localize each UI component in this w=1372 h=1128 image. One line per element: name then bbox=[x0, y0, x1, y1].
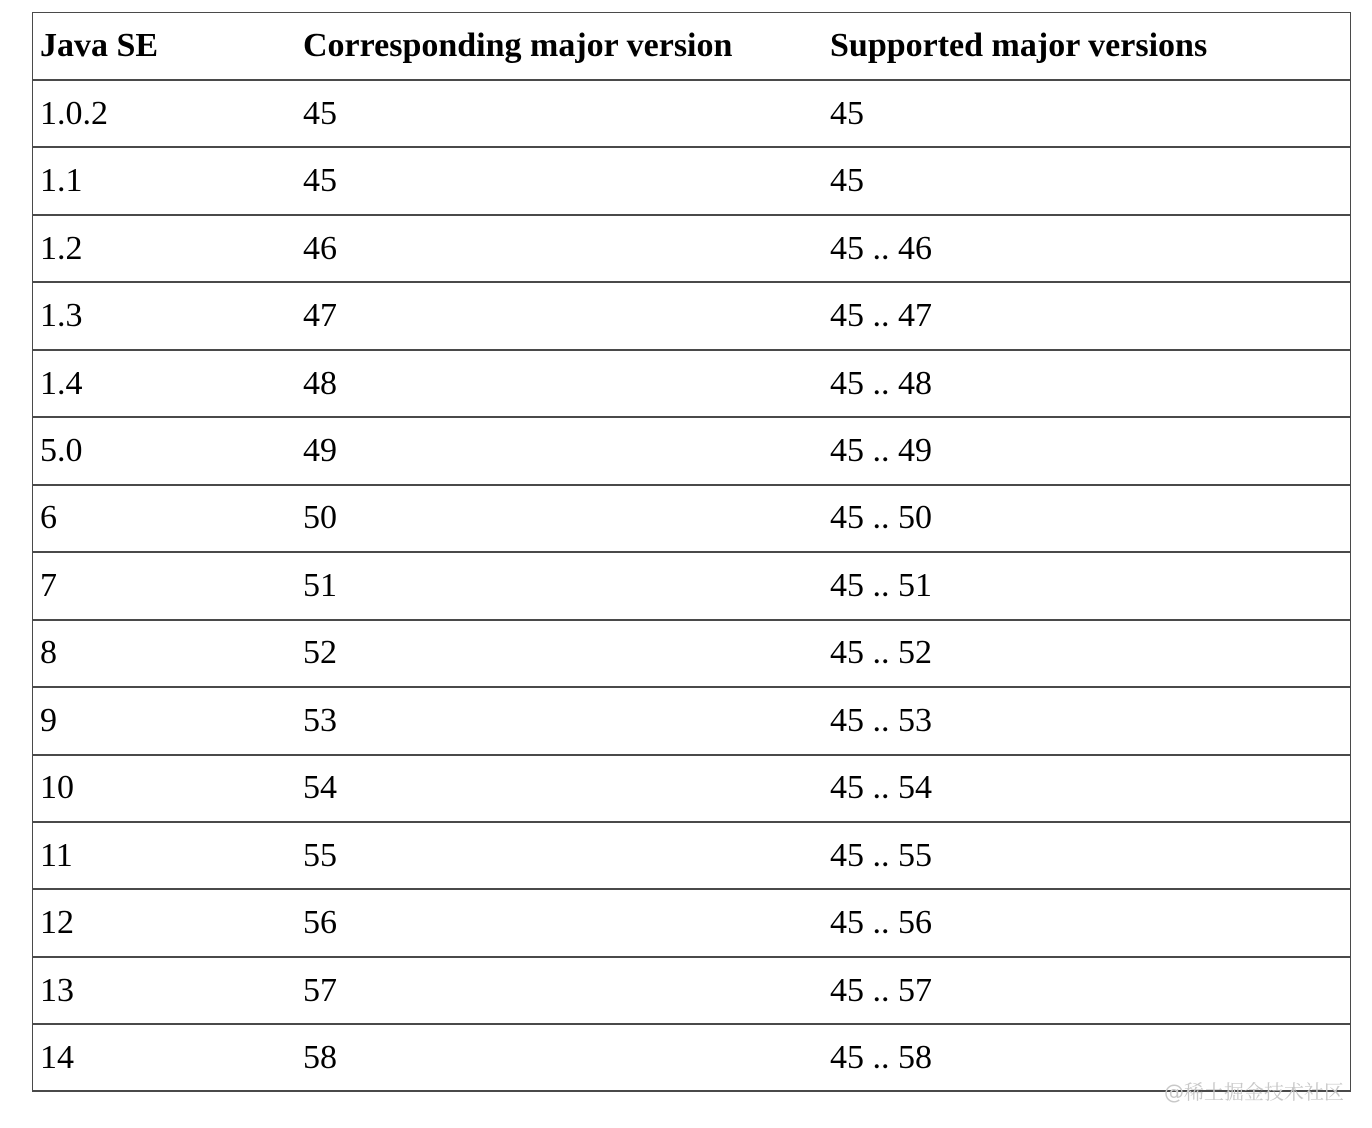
cell-supported-majors: 45 .. 48 bbox=[823, 350, 1350, 417]
table-row bbox=[33, 687, 1350, 754]
cell-supported-majors: 45 .. 49 bbox=[823, 417, 1350, 484]
cell-java-se: 11 bbox=[33, 822, 296, 889]
header-corresponding-major-version: Corresponding major version bbox=[303, 27, 733, 64]
cell-supported-majors: 45 bbox=[823, 80, 1350, 147]
table-row bbox=[33, 889, 1350, 956]
table-row bbox=[33, 552, 1350, 619]
table-row bbox=[33, 957, 1350, 1024]
cell-java-se: 1.3 bbox=[33, 282, 296, 349]
cell-corresponding-major: 48 bbox=[296, 350, 823, 417]
cell-corresponding-major: 57 bbox=[296, 957, 823, 1024]
cell-supported-majors: 45 .. 56 bbox=[823, 889, 1350, 956]
cell-java-se: 8 bbox=[33, 620, 296, 687]
cell-supported-majors: 45 .. 46 bbox=[823, 215, 1350, 282]
table-row bbox=[33, 417, 1350, 484]
cell-supported-majors: 45 .. 50 bbox=[823, 485, 1350, 552]
cell-supported-majors: 45 .. 47 bbox=[823, 282, 1350, 349]
cell-java-se: 1.2 bbox=[33, 215, 296, 282]
cell-java-se: 6 bbox=[33, 485, 296, 552]
cell-corresponding-major: 52 bbox=[296, 620, 823, 687]
cell-supported-majors: 45 .. 52 bbox=[823, 620, 1350, 687]
cell-java-se: 1.4 bbox=[33, 350, 296, 417]
header-java-se: Java SE bbox=[40, 27, 159, 64]
cell-supported-majors: 45 .. 51 bbox=[823, 552, 1350, 619]
cell-java-se: 1.1 bbox=[33, 147, 296, 214]
cell-corresponding-major: 45 bbox=[296, 147, 823, 214]
cell-corresponding-major: 56 bbox=[296, 889, 823, 956]
header-supported-major-versions: Supported major versions bbox=[830, 27, 1208, 64]
cell-supported-majors: 45 .. 58 bbox=[823, 1024, 1350, 1090]
table-row bbox=[33, 620, 1350, 687]
cell-corresponding-major: 45 bbox=[296, 80, 823, 147]
cell-supported-majors: 45 .. 57 bbox=[823, 957, 1350, 1024]
cell-java-se: 12 bbox=[33, 889, 296, 956]
cell-java-se: 5.0 bbox=[33, 417, 296, 484]
table-row bbox=[33, 147, 1350, 214]
cell-corresponding-major: 47 bbox=[296, 282, 823, 349]
table-row bbox=[33, 755, 1350, 822]
cell-java-se: 9 bbox=[33, 687, 296, 754]
cell-corresponding-major: 53 bbox=[296, 687, 823, 754]
table-row bbox=[33, 350, 1350, 417]
cell-java-se: 1.0.2 bbox=[33, 80, 296, 147]
table-row bbox=[33, 822, 1350, 889]
table-row bbox=[33, 1024, 1350, 1090]
table-row bbox=[33, 485, 1350, 552]
cell-corresponding-major: 51 bbox=[296, 552, 823, 619]
watermark-text: @稀土掘金技术社区 bbox=[1164, 1080, 1344, 1104]
cell-corresponding-major: 46 bbox=[296, 215, 823, 282]
cell-corresponding-major: 55 bbox=[296, 822, 823, 889]
cell-java-se: 7 bbox=[33, 552, 296, 619]
cell-corresponding-major: 54 bbox=[296, 755, 823, 822]
cell-java-se: 10 bbox=[33, 755, 296, 822]
cell-java-se: 14 bbox=[33, 1024, 296, 1090]
cell-corresponding-major: 49 bbox=[296, 417, 823, 484]
cell-corresponding-major: 58 bbox=[296, 1024, 823, 1090]
table-row bbox=[33, 215, 1350, 282]
table-header-row bbox=[33, 13, 1350, 80]
cell-supported-majors: 45 .. 53 bbox=[823, 687, 1350, 754]
cell-supported-majors: 45 .. 54 bbox=[823, 755, 1350, 822]
java-version-table bbox=[33, 13, 1350, 1090]
cell-supported-majors: 45 bbox=[823, 147, 1350, 214]
version-table-container bbox=[32, 12, 1351, 1092]
cell-corresponding-major: 50 bbox=[296, 485, 823, 552]
table-row bbox=[33, 80, 1350, 147]
cell-supported-majors: 45 .. 55 bbox=[823, 822, 1350, 889]
cell-java-se: 13 bbox=[33, 957, 296, 1024]
table-row bbox=[33, 282, 1350, 349]
